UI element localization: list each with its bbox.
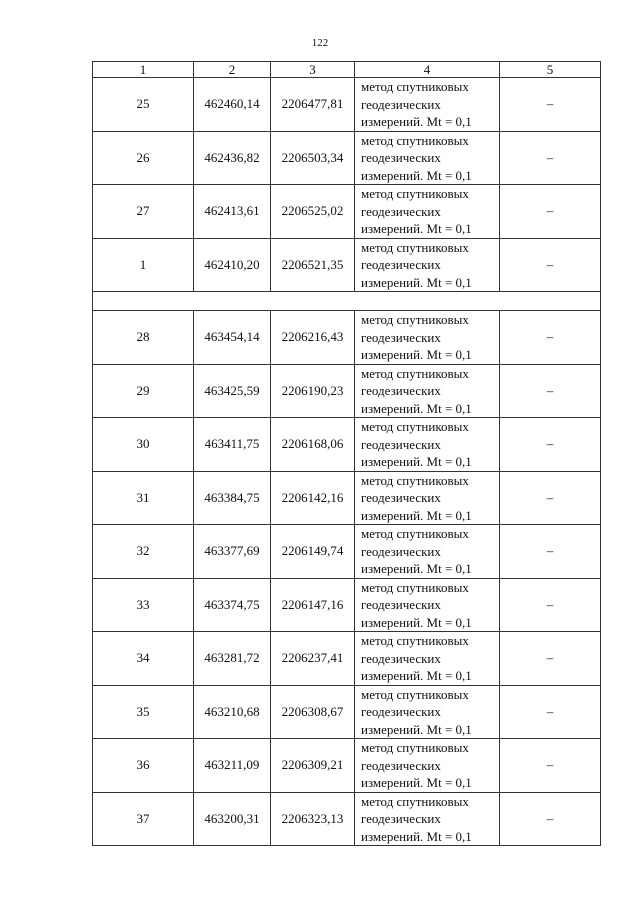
method-line: метод спутниковых <box>361 633 469 648</box>
x-coordinate-cell: 463377,69 <box>194 525 271 579</box>
method-line: метод спутниковых <box>361 686 469 702</box>
y-coordinate-cell: 2206521,35 <box>271 238 355 292</box>
x-coordinate-cell: 462410,20 <box>194 238 271 292</box>
method-line: геодезических <box>361 203 441 219</box>
method-line: метод спутниковых <box>361 365 469 381</box>
table-body <box>93 78 601 846</box>
method-line: геодезических <box>361 650 441 666</box>
method-cell <box>355 238 500 292</box>
method-line: геодезических <box>361 757 441 773</box>
point-number-cell: 1 <box>93 238 194 292</box>
point-number-cell: 27 <box>93 185 194 239</box>
y-coordinate-cell: 2206308,67 <box>271 685 355 739</box>
y-coordinate-cell: 2206216,43 <box>271 311 355 365</box>
method-line: метод спутниковых <box>361 740 469 755</box>
note-cell: – <box>500 632 601 686</box>
note-cell: – <box>500 131 601 185</box>
x-coordinate-cell: 463374,75 <box>194 578 271 632</box>
note-cell: – <box>500 471 601 525</box>
method-line: измерений. Mt = 0,1 <box>361 167 472 183</box>
note-cell: – <box>500 311 601 365</box>
y-coordinate-cell: 2206142,16 <box>271 471 355 525</box>
separator-cell <box>93 292 601 311</box>
method-cell <box>355 185 500 239</box>
table-row <box>93 131 601 185</box>
table-row <box>93 185 601 239</box>
point-number-cell: 34 <box>93 632 194 686</box>
method-line: метод спутниковых <box>361 526 469 541</box>
method-line: геодезических <box>361 811 441 826</box>
x-coordinate-cell: 463210,68 <box>194 685 271 739</box>
note-cell: – <box>500 238 601 292</box>
x-coordinate-cell: 463200,31 <box>194 792 271 846</box>
method-line: геодезических <box>361 257 441 272</box>
method-line: геодезических <box>361 597 441 612</box>
point-number-cell: 29 <box>93 364 194 418</box>
y-coordinate-cell: 2206190,23 <box>271 364 355 418</box>
header-col-3: 3 <box>271 62 355 78</box>
method-line: геодезических <box>361 96 441 112</box>
x-coordinate-cell: 463454,14 <box>194 311 271 365</box>
method-cell <box>355 78 500 132</box>
point-number-cell: 35 <box>93 685 194 739</box>
separator-row <box>93 292 601 311</box>
note-cell: – <box>500 185 601 239</box>
method-line: измерений. Mt = 0,1 <box>361 400 472 416</box>
method-line: метод спутниковых <box>361 472 469 488</box>
method-line: измерений. Mt = 0,1 <box>361 721 472 737</box>
method-line: измерений. Mt = 0,1 <box>361 614 472 630</box>
note-cell: – <box>500 525 601 579</box>
method-cell <box>355 525 500 579</box>
point-number-cell: 37 <box>93 792 194 846</box>
point-number-cell: 30 <box>93 418 194 472</box>
method-cell <box>355 131 500 185</box>
point-number-cell: 28 <box>93 311 194 365</box>
method-line: измерений. Mt = 0,1 <box>361 668 472 683</box>
note-cell: – <box>500 78 601 132</box>
x-coordinate-cell: 463384,75 <box>194 471 271 525</box>
y-coordinate-cell: 2206309,21 <box>271 739 355 793</box>
header-row <box>93 62 601 78</box>
y-coordinate-cell: 2206149,74 <box>271 525 355 579</box>
y-coordinate-cell: 2206503,34 <box>271 131 355 185</box>
method-line: метод спутниковых <box>361 312 469 327</box>
method-line: измерений. Mt = 0,1 <box>361 114 472 129</box>
table-row <box>93 78 601 132</box>
table-row <box>93 238 601 292</box>
method-line: геодезических <box>361 490 441 505</box>
y-coordinate-cell: 2206525,02 <box>271 185 355 239</box>
method-line: метод спутниковых <box>361 579 469 595</box>
note-cell: – <box>500 685 601 739</box>
method-cell <box>355 739 500 793</box>
point-number-cell: 32 <box>93 525 194 579</box>
method-line: измерений. Mt = 0,1 <box>361 507 472 523</box>
method-line: метод спутниковых <box>361 132 469 148</box>
table-row <box>93 739 601 793</box>
point-number-cell: 36 <box>93 739 194 793</box>
method-line: измерений. Mt = 0,1 <box>361 454 472 469</box>
method-cell <box>355 792 500 846</box>
point-number-cell: 33 <box>93 578 194 632</box>
method-line: измерений. Mt = 0,1 <box>361 221 472 236</box>
method-line: геодезических <box>361 704 441 719</box>
note-cell: – <box>500 792 601 846</box>
y-coordinate-cell: 2206477,81 <box>271 78 355 132</box>
y-coordinate-cell: 2206168,06 <box>271 418 355 472</box>
note-cell: – <box>500 364 601 418</box>
page-number: 122 <box>311 37 329 49</box>
method-cell <box>355 685 500 739</box>
table-row <box>93 364 601 418</box>
method-cell <box>355 578 500 632</box>
x-coordinate-cell: 462436,82 <box>194 131 271 185</box>
table-row <box>93 685 601 739</box>
point-number-cell: 31 <box>93 471 194 525</box>
header-col-1: 1 <box>93 62 194 78</box>
method-line: измерений. Mt = 0,1 <box>361 775 472 790</box>
method-line: метод спутниковых <box>361 419 469 434</box>
method-line: геодезических <box>361 329 441 345</box>
note-cell: – <box>500 578 601 632</box>
table-row <box>93 471 601 525</box>
x-coordinate-cell: 462460,14 <box>194 78 271 132</box>
method-line: геодезических <box>361 436 441 452</box>
header-col-4: 4 <box>355 62 500 78</box>
x-coordinate-cell: 463281,72 <box>194 632 271 686</box>
method-line: геодезических <box>361 383 441 398</box>
table-row <box>93 792 601 846</box>
method-line: геодезических <box>361 543 441 559</box>
method-cell <box>355 471 500 525</box>
x-coordinate-cell: 463211,09 <box>194 739 271 793</box>
method-cell <box>355 364 500 418</box>
table-row <box>93 525 601 579</box>
table-row <box>93 418 601 472</box>
method-line: метод спутниковых <box>361 186 469 201</box>
header-col-2: 2 <box>194 62 271 78</box>
method-line: измерений. Mt = 0,1 <box>361 347 472 362</box>
point-number-cell: 26 <box>93 131 194 185</box>
x-coordinate-cell: 463411,75 <box>194 418 271 472</box>
note-cell: – <box>500 418 601 472</box>
method-line: измерений. Mt = 0,1 <box>361 561 472 576</box>
table-row <box>93 311 601 365</box>
point-number-cell: 25 <box>93 78 194 132</box>
method-line: измерений. Mt = 0,1 <box>361 828 472 844</box>
method-cell <box>355 418 500 472</box>
header-col-5: 5 <box>500 62 601 78</box>
method-line: метод спутниковых <box>361 79 469 94</box>
y-coordinate-cell: 2206147,16 <box>271 578 355 632</box>
method-cell <box>355 311 500 365</box>
table-row <box>93 578 601 632</box>
note-cell: – <box>500 739 601 793</box>
y-coordinate-cell: 2206237,41 <box>271 632 355 686</box>
method-cell <box>355 632 500 686</box>
coordinates-table <box>92 61 601 846</box>
x-coordinate-cell: 463425,59 <box>194 364 271 418</box>
table-row <box>93 632 601 686</box>
method-line: метод спутниковых <box>361 239 469 255</box>
y-coordinate-cell: 2206323,13 <box>271 792 355 846</box>
method-line: геодезических <box>361 150 441 165</box>
method-line: измерений. Mt = 0,1 <box>361 274 472 290</box>
x-coordinate-cell: 462413,61 <box>194 185 271 239</box>
method-line: метод спутниковых <box>361 793 469 809</box>
